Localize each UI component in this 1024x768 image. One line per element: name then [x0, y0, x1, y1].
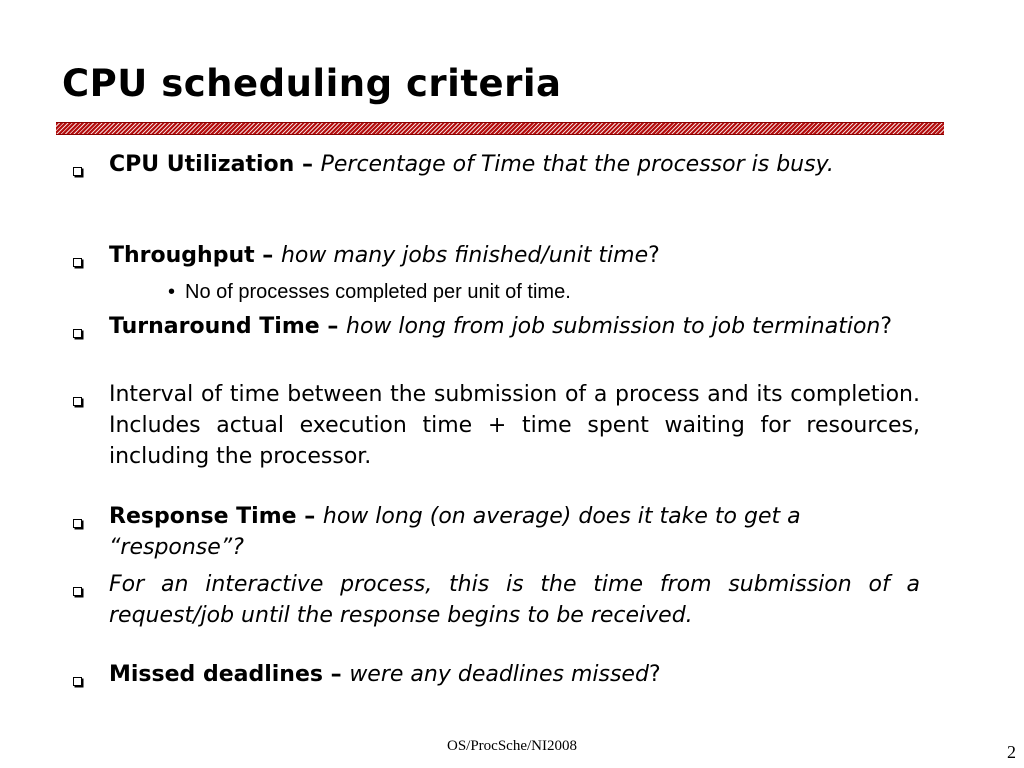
title-underline-rule: [56, 122, 944, 135]
square-bullet-icon: [73, 397, 82, 406]
subitem-text: No of processes completed per unit of time.: [185, 281, 571, 303]
page-number: 2: [1007, 742, 1016, 762]
criterion-cpu-utilization: [109, 149, 920, 180]
criterion-throughput: [109, 240, 920, 271]
criterion-definition: For an interactive process, this is the time from submission of a request/job until the response begins to be received.: [109, 572, 920, 628]
throughput-subitem: [168, 278, 571, 306]
criterion-definition: were any deadlines missed: [349, 662, 649, 687]
criterion-definition: how long (on average) does it take to get a “response”?: [109, 504, 801, 560]
round-bullet-icon: •: [168, 281, 176, 303]
criterion-tail: ?: [648, 243, 660, 268]
response-time-explanation: [109, 569, 920, 631]
criterion-missed-deadlines: [109, 659, 920, 690]
criterion-definition: Percentage of Time that the processor is busy.: [320, 152, 834, 177]
criterion-dash: –: [296, 504, 323, 529]
criterion-term: Missed deadlines: [109, 662, 323, 687]
criterion-term: Turnaround Time: [109, 314, 320, 339]
square-bullet-icon: [73, 167, 82, 176]
square-bullet-icon: [73, 329, 82, 338]
criterion-tail: ?: [880, 314, 893, 339]
criterion-term: Response Time: [109, 504, 297, 529]
square-bullet-icon: [73, 519, 82, 528]
square-bullet-icon: [73, 677, 82, 686]
slide-title: CPU scheduling criteria: [62, 62, 562, 105]
criterion-dash: –: [322, 662, 350, 687]
square-bullet-icon: [73, 258, 82, 267]
criterion-dash: –: [294, 152, 321, 177]
square-bullet-icon: [73, 587, 82, 596]
turnaround-explanation: Interval of time between the submission of a process and its completion. Includes actual execution time + time spent waiting for resources, including the processor.: [109, 382, 920, 469]
slide-footer: OS/ProcSche/NI2008: [447, 738, 577, 754]
criterion-dash: –: [254, 243, 281, 268]
criterion-definition: how long from job submission to job termination: [346, 314, 881, 339]
criterion-dash: –: [319, 314, 347, 339]
criterion-tail: ?: [648, 662, 661, 687]
criterion-definition: how many jobs finished/unit time: [280, 243, 649, 268]
criterion-turnaround-time: [109, 311, 920, 342]
criterion-term: CPU Utilization: [109, 152, 295, 177]
criterion-response-time: [109, 501, 920, 563]
criterion-term: Throughput: [109, 243, 255, 268]
